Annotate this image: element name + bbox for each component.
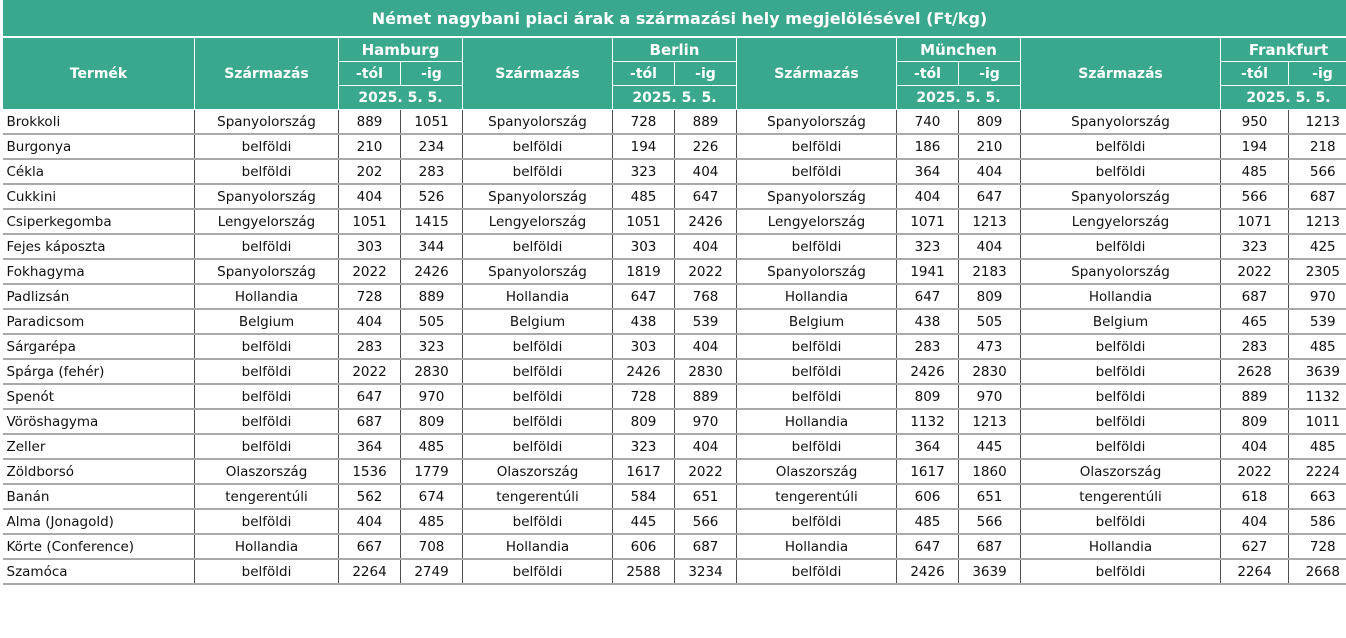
origin-cell: Belgium [737, 309, 897, 334]
price-from-cell: 606 [613, 534, 675, 559]
price-to-cell: 1011 [1289, 409, 1346, 434]
origin-cell: belföldi [195, 384, 339, 409]
price-to-cell: 1415 [401, 209, 463, 234]
origin-cell: Belgium [1021, 309, 1221, 334]
table-row [3, 359, 1346, 384]
product-cell: Sárgarépa [3, 334, 195, 359]
origin-cell: belföldi [463, 134, 613, 159]
origin-cell: belföldi [1021, 559, 1221, 584]
price-from-cell: 1071 [1221, 209, 1289, 234]
header-city-munchen: München [897, 37, 1021, 62]
price-to-cell: 2022 [675, 259, 737, 284]
header-origin-hamburg: Származás [195, 37, 339, 110]
origin-cell: belföldi [1021, 234, 1221, 259]
product-cell: Csiperkegomba [3, 209, 195, 234]
product-cell: Cukkini [3, 184, 195, 209]
table-row [3, 509, 1346, 534]
origin-cell: Hollandia [1021, 534, 1221, 559]
origin-cell: Spanyolország [463, 110, 613, 135]
price-from-cell: 1051 [339, 209, 401, 234]
product-cell: Paradicsom [3, 309, 195, 334]
origin-cell: Belgium [463, 309, 613, 334]
price-to-cell: 226 [675, 134, 737, 159]
price-from-cell: 202 [339, 159, 401, 184]
price-to-cell: 1051 [401, 110, 463, 135]
price-to-cell: 404 [675, 159, 737, 184]
origin-cell: Hollandia [1021, 284, 1221, 309]
table-row [3, 459, 1346, 484]
price-from-cell: 404 [339, 184, 401, 209]
header-from: -tól [613, 62, 675, 86]
table-row [3, 209, 1346, 234]
price-from-cell: 364 [897, 159, 959, 184]
price-to-cell: 539 [675, 309, 737, 334]
price-from-cell: 485 [1221, 159, 1289, 184]
table-row [3, 134, 1346, 159]
origin-cell: belföldi [463, 559, 613, 584]
origin-cell: belföldi [737, 509, 897, 534]
origin-cell: belföldi [195, 359, 339, 384]
header-date: 2025. 5. 5. [1221, 86, 1346, 110]
price-to-cell: 1213 [959, 409, 1021, 434]
product-cell: Fejes káposzta [3, 234, 195, 259]
origin-cell: belföldi [737, 384, 897, 409]
price-to-cell: 809 [401, 409, 463, 434]
origin-cell: Spanyolország [195, 110, 339, 135]
price-to-cell: 970 [401, 384, 463, 409]
origin-cell: Hollandia [737, 534, 897, 559]
price-from-cell: 2022 [1221, 459, 1289, 484]
price-from-cell: 1132 [897, 409, 959, 434]
product-cell: Padlizsán [3, 284, 195, 309]
origin-cell: belföldi [737, 134, 897, 159]
price-from-cell: 2022 [339, 259, 401, 284]
price-to-cell: 485 [401, 509, 463, 534]
price-from-cell: 889 [1221, 384, 1289, 409]
origin-cell: Spanyolország [737, 184, 897, 209]
origin-cell: belföldi [463, 409, 613, 434]
price-to-cell: 404 [675, 234, 737, 259]
product-cell: Alma (Jonagold) [3, 509, 195, 534]
price-from-cell: 404 [339, 509, 401, 534]
price-to-cell: 2426 [675, 209, 737, 234]
origin-cell: tengerentúli [463, 484, 613, 509]
price-from-cell: 647 [339, 384, 401, 409]
price-from-cell: 728 [613, 384, 675, 409]
price-from-cell: 323 [897, 234, 959, 259]
price-to-cell: 539 [1289, 309, 1346, 334]
origin-cell: belföldi [737, 559, 897, 584]
price-to-cell: 889 [401, 284, 463, 309]
origin-cell: belföldi [1021, 409, 1221, 434]
price-from-cell: 562 [339, 484, 401, 509]
price-from-cell: 1617 [613, 459, 675, 484]
table-row [3, 159, 1346, 184]
origin-cell: belföldi [463, 159, 613, 184]
price-to-cell: 425 [1289, 234, 1346, 259]
table-row [3, 334, 1346, 359]
header-origin-berlin: Származás [463, 37, 613, 110]
price-from-cell: 1051 [613, 209, 675, 234]
price-to-cell: 505 [401, 309, 463, 334]
price-to-cell: 2224 [1289, 459, 1346, 484]
price-to-cell: 526 [401, 184, 463, 209]
table-row [3, 384, 1346, 409]
price-from-cell: 809 [897, 384, 959, 409]
price-to-cell: 3639 [1289, 359, 1346, 384]
table-row [3, 434, 1346, 459]
price-to-cell: 473 [959, 334, 1021, 359]
table-title: Német nagybani piaci árak a származási hely megjelölésével (Ft/kg) [3, 0, 1346, 37]
price-to-cell: 210 [959, 134, 1021, 159]
header-date: 2025. 5. 5. [339, 86, 463, 110]
origin-cell: Olaszország [463, 459, 613, 484]
origin-cell: belföldi [1021, 509, 1221, 534]
product-cell: Körte (Conference) [3, 534, 195, 559]
header-to: -ig [675, 62, 737, 86]
price-from-cell: 364 [339, 434, 401, 459]
table-row [3, 259, 1346, 284]
price-from-cell: 2022 [1221, 259, 1289, 284]
header-date: 2025. 5. 5. [897, 86, 1021, 110]
table-row [3, 559, 1346, 584]
price-from-cell: 667 [339, 534, 401, 559]
origin-cell: belföldi [463, 359, 613, 384]
origin-cell: Hollandia [737, 409, 897, 434]
price-from-cell: 950 [1221, 110, 1289, 135]
price-from-cell: 283 [1221, 334, 1289, 359]
origin-cell: belföldi [1021, 159, 1221, 184]
origin-cell: belföldi [195, 409, 339, 434]
price-to-cell: 283 [401, 159, 463, 184]
price-to-cell: 1213 [959, 209, 1021, 234]
price-from-cell: 210 [339, 134, 401, 159]
price-from-cell: 438 [897, 309, 959, 334]
price-from-cell: 740 [897, 110, 959, 135]
origin-cell: belföldi [195, 334, 339, 359]
price-to-cell: 1132 [1289, 384, 1346, 409]
price-to-cell: 2022 [675, 459, 737, 484]
price-from-cell: 2426 [897, 359, 959, 384]
origin-cell: Hollandia [463, 284, 613, 309]
price-to-cell: 708 [401, 534, 463, 559]
price-to-cell: 674 [401, 484, 463, 509]
origin-cell: Olaszország [737, 459, 897, 484]
price-to-cell: 485 [401, 434, 463, 459]
price-from-cell: 2022 [339, 359, 401, 384]
product-cell: Szamóca [3, 559, 195, 584]
price-to-cell: 889 [675, 110, 737, 135]
price-to-cell: 2183 [959, 259, 1021, 284]
price-from-cell: 1536 [339, 459, 401, 484]
table-row [3, 284, 1346, 309]
price-to-cell: 3234 [675, 559, 737, 584]
price-to-cell: 2830 [675, 359, 737, 384]
header-city-berlin: Berlin [613, 37, 737, 62]
price-to-cell: 809 [959, 284, 1021, 309]
origin-cell: belföldi [737, 434, 897, 459]
price-to-cell: 3639 [959, 559, 1021, 584]
price-from-cell: 1617 [897, 459, 959, 484]
price-from-cell: 194 [1221, 134, 1289, 159]
header-to: -ig [401, 62, 463, 86]
origin-cell: tengerentúli [737, 484, 897, 509]
origin-cell: Lengyelország [463, 209, 613, 234]
product-cell: Fokhagyma [3, 259, 195, 284]
price-to-cell: 663 [1289, 484, 1346, 509]
price-to-cell: 566 [1289, 159, 1346, 184]
header-origin-frankfurt: Származás [1021, 37, 1221, 110]
price-to-cell: 768 [675, 284, 737, 309]
product-cell: Spárga (fehér) [3, 359, 195, 384]
price-to-cell: 323 [401, 334, 463, 359]
price-to-cell: 2830 [959, 359, 1021, 384]
price-to-cell: 586 [1289, 509, 1346, 534]
price-from-cell: 2264 [1221, 559, 1289, 584]
table-row [3, 534, 1346, 559]
origin-cell: Lengyelország [737, 209, 897, 234]
price-from-cell: 303 [613, 334, 675, 359]
price-from-cell: 2426 [613, 359, 675, 384]
table-row [3, 234, 1346, 259]
price-from-cell: 647 [897, 534, 959, 559]
price-to-cell: 809 [959, 110, 1021, 135]
price-to-cell: 344 [401, 234, 463, 259]
price-from-cell: 889 [339, 110, 401, 135]
origin-cell: tengerentúli [195, 484, 339, 509]
price-from-cell: 323 [613, 159, 675, 184]
origin-cell: belföldi [1021, 359, 1221, 384]
origin-cell: belföldi [463, 509, 613, 534]
origin-cell: belföldi [463, 384, 613, 409]
price-from-cell: 584 [613, 484, 675, 509]
origin-cell: tengerentúli [1021, 484, 1221, 509]
origin-cell: belföldi [195, 559, 339, 584]
price-table [2, 0, 1346, 585]
header-from: -tól [897, 62, 959, 86]
origin-cell: belföldi [737, 234, 897, 259]
origin-cell: belföldi [737, 334, 897, 359]
origin-cell: belföldi [195, 234, 339, 259]
product-cell: Zöldborsó [3, 459, 195, 484]
origin-cell: belföldi [195, 134, 339, 159]
product-cell: Brokkoli [3, 110, 195, 135]
price-from-cell: 323 [613, 434, 675, 459]
price-from-cell: 2426 [897, 559, 959, 584]
price-from-cell: 627 [1221, 534, 1289, 559]
price-to-cell: 970 [1289, 284, 1346, 309]
header-to: -ig [959, 62, 1021, 86]
price-from-cell: 618 [1221, 484, 1289, 509]
price-to-cell: 404 [959, 234, 1021, 259]
origin-cell: Spanyolország [195, 184, 339, 209]
price-to-cell: 485 [1289, 334, 1346, 359]
table-row [3, 184, 1346, 209]
price-to-cell: 404 [675, 434, 737, 459]
price-from-cell: 364 [897, 434, 959, 459]
price-from-cell: 809 [1221, 409, 1289, 434]
price-from-cell: 303 [339, 234, 401, 259]
price-from-cell: 186 [897, 134, 959, 159]
price-to-cell: 1213 [1289, 110, 1346, 135]
price-to-cell: 566 [959, 509, 1021, 534]
price-from-cell: 647 [613, 284, 675, 309]
product-cell: Zeller [3, 434, 195, 459]
price-from-cell: 809 [613, 409, 675, 434]
product-cell: Burgonya [3, 134, 195, 159]
price-to-cell: 505 [959, 309, 1021, 334]
price-from-cell: 728 [339, 284, 401, 309]
header-date: 2025. 5. 5. [613, 86, 737, 110]
price-from-cell: 465 [1221, 309, 1289, 334]
origin-cell: Spanyolország [1021, 110, 1221, 135]
origin-cell: Olaszország [195, 459, 339, 484]
price-from-cell: 1819 [613, 259, 675, 284]
price-to-cell: 889 [675, 384, 737, 409]
price-to-cell: 647 [959, 184, 1021, 209]
price-from-cell: 485 [613, 184, 675, 209]
price-from-cell: 283 [897, 334, 959, 359]
header-from: -tól [339, 62, 401, 86]
origin-cell: Hollandia [195, 284, 339, 309]
price-from-cell: 1941 [897, 259, 959, 284]
price-from-cell: 606 [897, 484, 959, 509]
header-city-frankfurt: Frankfurt [1221, 37, 1346, 62]
origin-cell: Hollandia [463, 534, 613, 559]
price-to-cell: 404 [675, 334, 737, 359]
origin-cell: Spanyolország [1021, 259, 1221, 284]
header-product: Termék [3, 37, 195, 110]
price-from-cell: 283 [339, 334, 401, 359]
origin-cell: belföldi [1021, 334, 1221, 359]
price-to-cell: 687 [959, 534, 1021, 559]
header-from: -tól [1221, 62, 1289, 86]
price-from-cell: 323 [1221, 234, 1289, 259]
price-to-cell: 445 [959, 434, 1021, 459]
origin-cell: Spanyolország [195, 259, 339, 284]
table-row [3, 309, 1346, 334]
table-row [3, 409, 1346, 434]
price-to-cell: 2305 [1289, 259, 1346, 284]
origin-cell: belföldi [195, 509, 339, 534]
price-to-cell: 687 [1289, 184, 1346, 209]
price-from-cell: 1071 [897, 209, 959, 234]
origin-cell: Belgium [195, 309, 339, 334]
origin-cell: belföldi [1021, 384, 1221, 409]
price-from-cell: 438 [613, 309, 675, 334]
product-cell: Vöröshagyma [3, 409, 195, 434]
origin-cell: belföldi [737, 359, 897, 384]
price-from-cell: 404 [897, 184, 959, 209]
origin-cell: belföldi [195, 159, 339, 184]
origin-cell: Lengyelország [195, 209, 339, 234]
price-from-cell: 647 [897, 284, 959, 309]
origin-cell: belföldi [1021, 434, 1221, 459]
origin-cell: belföldi [737, 159, 897, 184]
price-to-cell: 647 [675, 184, 737, 209]
origin-cell: belföldi [463, 334, 613, 359]
price-to-cell: 1213 [1289, 209, 1346, 234]
origin-cell: Spanyolország [1021, 184, 1221, 209]
price-to-cell: 970 [959, 384, 1021, 409]
table-row [3, 484, 1346, 509]
price-to-cell: 2668 [1289, 559, 1346, 584]
origin-cell: belföldi [195, 434, 339, 459]
origin-cell: belföldi [1021, 134, 1221, 159]
price-from-cell: 404 [1221, 434, 1289, 459]
price-from-cell: 303 [613, 234, 675, 259]
price-from-cell: 404 [339, 309, 401, 334]
header-to: -ig [1289, 62, 1346, 86]
table-body [3, 110, 1346, 585]
price-from-cell: 445 [613, 509, 675, 534]
price-to-cell: 1779 [401, 459, 463, 484]
price-to-cell: 651 [675, 484, 737, 509]
price-to-cell: 728 [1289, 534, 1346, 559]
header-origin-munchen: Származás [737, 37, 897, 110]
origin-cell: Spanyolország [463, 184, 613, 209]
price-to-cell: 485 [1289, 434, 1346, 459]
price-to-cell: 2830 [401, 359, 463, 384]
price-from-cell: 687 [339, 409, 401, 434]
price-to-cell: 1860 [959, 459, 1021, 484]
price-to-cell: 218 [1289, 134, 1346, 159]
product-cell: Banán [3, 484, 195, 509]
price-from-cell: 566 [1221, 184, 1289, 209]
price-to-cell: 404 [959, 159, 1021, 184]
origin-cell: Spanyolország [463, 259, 613, 284]
origin-cell: Hollandia [195, 534, 339, 559]
origin-cell: Spanyolország [737, 110, 897, 135]
price-to-cell: 2749 [401, 559, 463, 584]
header-city-hamburg: Hamburg [339, 37, 463, 62]
table-row [3, 110, 1346, 135]
price-to-cell: 234 [401, 134, 463, 159]
price-from-cell: 2628 [1221, 359, 1289, 384]
price-to-cell: 651 [959, 484, 1021, 509]
product-cell: Spenót [3, 384, 195, 409]
price-from-cell: 728 [613, 110, 675, 135]
product-cell: Cékla [3, 159, 195, 184]
price-to-cell: 566 [675, 509, 737, 534]
price-to-cell: 970 [675, 409, 737, 434]
price-to-cell: 687 [675, 534, 737, 559]
price-from-cell: 687 [1221, 284, 1289, 309]
origin-cell: Spanyolország [737, 259, 897, 284]
price-from-cell: 194 [613, 134, 675, 159]
origin-cell: belföldi [463, 434, 613, 459]
origin-cell: belföldi [463, 234, 613, 259]
origin-cell: Olaszország [1021, 459, 1221, 484]
price-from-cell: 404 [1221, 509, 1289, 534]
price-to-cell: 2426 [401, 259, 463, 284]
price-from-cell: 2588 [613, 559, 675, 584]
price-from-cell: 2264 [339, 559, 401, 584]
price-from-cell: 485 [897, 509, 959, 534]
origin-cell: Hollandia [737, 284, 897, 309]
origin-cell: Lengyelország [1021, 209, 1221, 234]
